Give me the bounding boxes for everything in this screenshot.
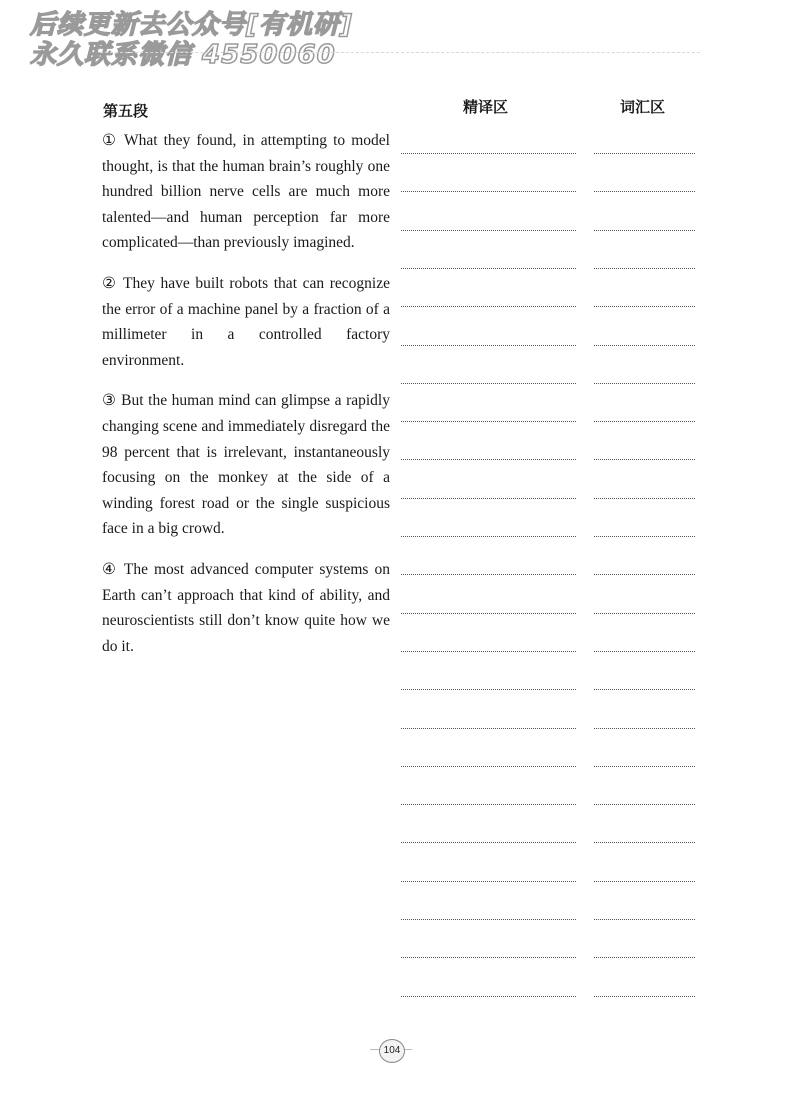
vocabulary-writing-line <box>594 345 695 346</box>
vocabulary-writing-line <box>594 191 695 192</box>
paragraph-3: ③ But the human mind can glimpse a rapidly changing scene and immediately disregard the 98 percent that is irrelevant, instantaneously focusing on the monkey at the side of a winding forest road or the single suspicious face in a big crowd. <box>102 392 390 538</box>
translation-writing-line <box>401 651 576 652</box>
vocabulary-writing-line <box>594 842 695 843</box>
vocabulary-writing-line <box>594 153 695 154</box>
section-title: 第五段 <box>103 102 149 120</box>
translation-writing-line <box>401 613 576 614</box>
translation-writing-line <box>401 153 576 154</box>
translation-writing-line <box>401 536 576 537</box>
translation-writing-line <box>401 766 576 767</box>
translation-writing-line <box>401 957 576 958</box>
vocabulary-writing-line <box>594 574 695 575</box>
watermark-line-1: 后续更新去公众号[有机研] <box>30 10 353 40</box>
translation-column-heading: 精译区 <box>463 98 509 116</box>
vocabulary-writing-line <box>594 689 695 690</box>
vocabulary-writing-line <box>594 421 695 422</box>
vocabulary-writing-line <box>594 996 695 997</box>
paragraph-1: ① What they found, in attempting to model thought, is that the human brain’s roughly one hundred billion nerve cells are much more talented—and human perception far more complicated—than previously imagined. <box>102 132 390 252</box>
vocabulary-writing-line <box>594 383 695 384</box>
passage <box>102 128 390 674</box>
watermark <box>30 10 353 70</box>
translation-writing-line <box>401 345 576 346</box>
translation-writing-line <box>401 881 576 882</box>
vocabulary-writing-line <box>594 613 695 614</box>
translation-writing-line <box>401 230 576 231</box>
translation-writing-line <box>401 498 576 499</box>
vocabulary-writing-line <box>594 766 695 767</box>
translation-writing-line <box>401 919 576 920</box>
vocabulary-writing-line <box>594 919 695 920</box>
watermark-line-2: 永久联系微信 4550060 <box>30 40 336 70</box>
translation-writing-line <box>401 842 576 843</box>
page-number: 104 <box>379 1039 405 1063</box>
translation-writing-line <box>401 421 576 422</box>
vocabulary-writing-line <box>594 804 695 805</box>
vocabulary-writing-line <box>594 881 695 882</box>
vocabulary-writing-line <box>594 651 695 652</box>
translation-writing-line <box>401 383 576 384</box>
vocabulary-writing-line <box>594 268 695 269</box>
paragraph-2: ② They have built robots that can recognize the error of a machine panel by a fraction of a millimeter in a controlled factory environment. <box>102 274 390 369</box>
vocabulary-column-heading: 词汇区 <box>620 98 666 116</box>
translation-writing-line <box>401 728 576 729</box>
translation-writing-line <box>401 459 576 460</box>
translation-writing-line <box>401 574 576 575</box>
translation-writing-line <box>401 191 576 192</box>
vocabulary-writing-line <box>594 459 695 460</box>
translation-writing-line <box>401 306 576 307</box>
paragraph-4: ④ The most advanced computer systems on Earth can’t approach that kind of ability, and neuroscientists still don’t know quite how we do it. <box>102 560 390 655</box>
vocabulary-writing-line <box>594 306 695 307</box>
translation-writing-line <box>401 689 576 690</box>
header-rule <box>100 52 700 53</box>
translation-writing-line <box>401 996 576 997</box>
vocabulary-writing-line <box>594 728 695 729</box>
vocabulary-writing-line <box>594 957 695 958</box>
vocabulary-writing-line <box>594 498 695 499</box>
vocabulary-writing-line <box>594 536 695 537</box>
translation-writing-line <box>401 804 576 805</box>
vocabulary-writing-line <box>594 230 695 231</box>
translation-writing-line <box>401 268 576 269</box>
